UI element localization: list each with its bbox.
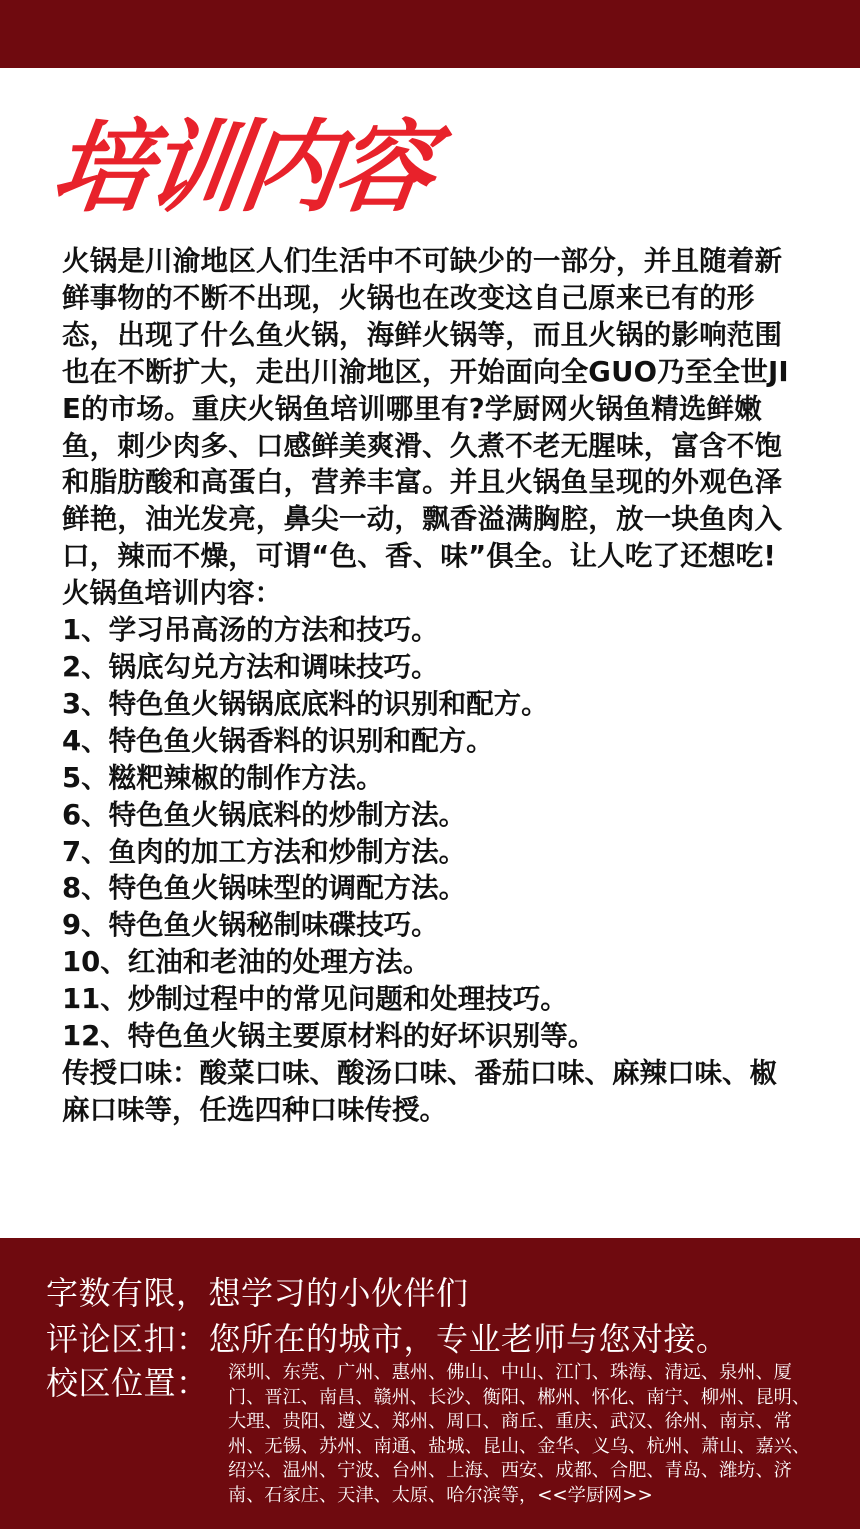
list-item: 3、特色鱼火锅锅底底料的识别和配方。 <box>62 687 549 720</box>
list-item: 7、鱼肉的加工方法和炒制方法。 <box>62 835 467 868</box>
list-item: 4、特色鱼火锅香料的识别和配方。 <box>62 724 494 757</box>
article-body <box>62 243 800 1129</box>
footer-contact-line: 评论区扣：您所在的城市，专业老师与您对接。 <box>46 1320 729 1358</box>
list-item: 5、糍粑辣椒的制作方法。 <box>62 761 384 794</box>
list-item: 12、特色鱼火锅主要原材料的好坏识别等。 <box>62 1020 596 1053</box>
campus-label: 校区位置： <box>46 1364 209 1402</box>
list-item: 6、特色鱼火锅底料的炒制方法。 <box>62 798 467 831</box>
flavors-paragraph: 传授口味：酸菜口味、酸汤口味、番茄口味、麻辣口味、椒麻口味等，任选四种口味传授。 <box>62 1056 777 1126</box>
intro-paragraph: 火锅是川渝地区人们生活中不可缺少的一部分，并且随着新鲜事物的不断不出现，火锅也在改变这自己原来已有的形态，出现了什么鱼火锅，海鲜火锅等，而且火锅的影响范围也在不断扩大，走出川渝地区，开始面向全GUO乃至全世JIE的市场。重庆火锅鱼培训哪里有?学厨网火锅鱼精选鲜嫩鱼，刺少肉多、口感鲜美爽滑、久煮不老无腥味，富含不饱和脂肪酸和高蛋白，营养丰富。并且火锅鱼呈现的外观色泽鲜艳，油光发亮，鼻尖一动，飘香溢满胸腔，放一块鱼肉入口，辣而不燥，可谓“色、香、味”俱全。让人吃了还想吃! <box>62 245 789 573</box>
list-item: 2、锅底勾兑方法和调味技巧。 <box>62 650 439 683</box>
list-item: 10、红油和老油的处理方法。 <box>62 946 431 979</box>
footer-promo-line: 字数有限，想学习的小伙伴们 <box>46 1274 469 1312</box>
page-title: 培训内容 <box>45 110 438 227</box>
list-item: 8、特色鱼火锅味型的调配方法。 <box>62 872 467 905</box>
list-heading: 火锅鱼培训内容： <box>62 577 282 610</box>
list-item: 9、特色鱼火锅秘制味碟技巧。 <box>62 909 439 942</box>
top-banner-bar <box>0 0 860 68</box>
list-item: 11、炒制过程中的常见问题和处理技巧。 <box>62 983 568 1016</box>
list-item: 1、学习吊高汤的方法和技巧。 <box>62 614 439 647</box>
campus-city-list: 深圳、东莞、广州、惠州、佛山、中山、江门、珠海、清远、泉州、厦门、晋江、南昌、赣州、长沙、衡阳、郴州、怀化、南宁、柳州、昆明、大理、贵阳、遵义、郑州、周口、商丘、重庆、武汉、徐州、南京、常州、无锡、苏州、南通、盐城、昆山、金华、义乌、杭州、萧山、嘉兴、绍兴、温州、宁波、台州、上海、西安、成都、合肥、青岛、潍坊、济南、石家庄、天津、太原、哈尔滨等，<<学厨网>> <box>228 1362 811 1506</box>
